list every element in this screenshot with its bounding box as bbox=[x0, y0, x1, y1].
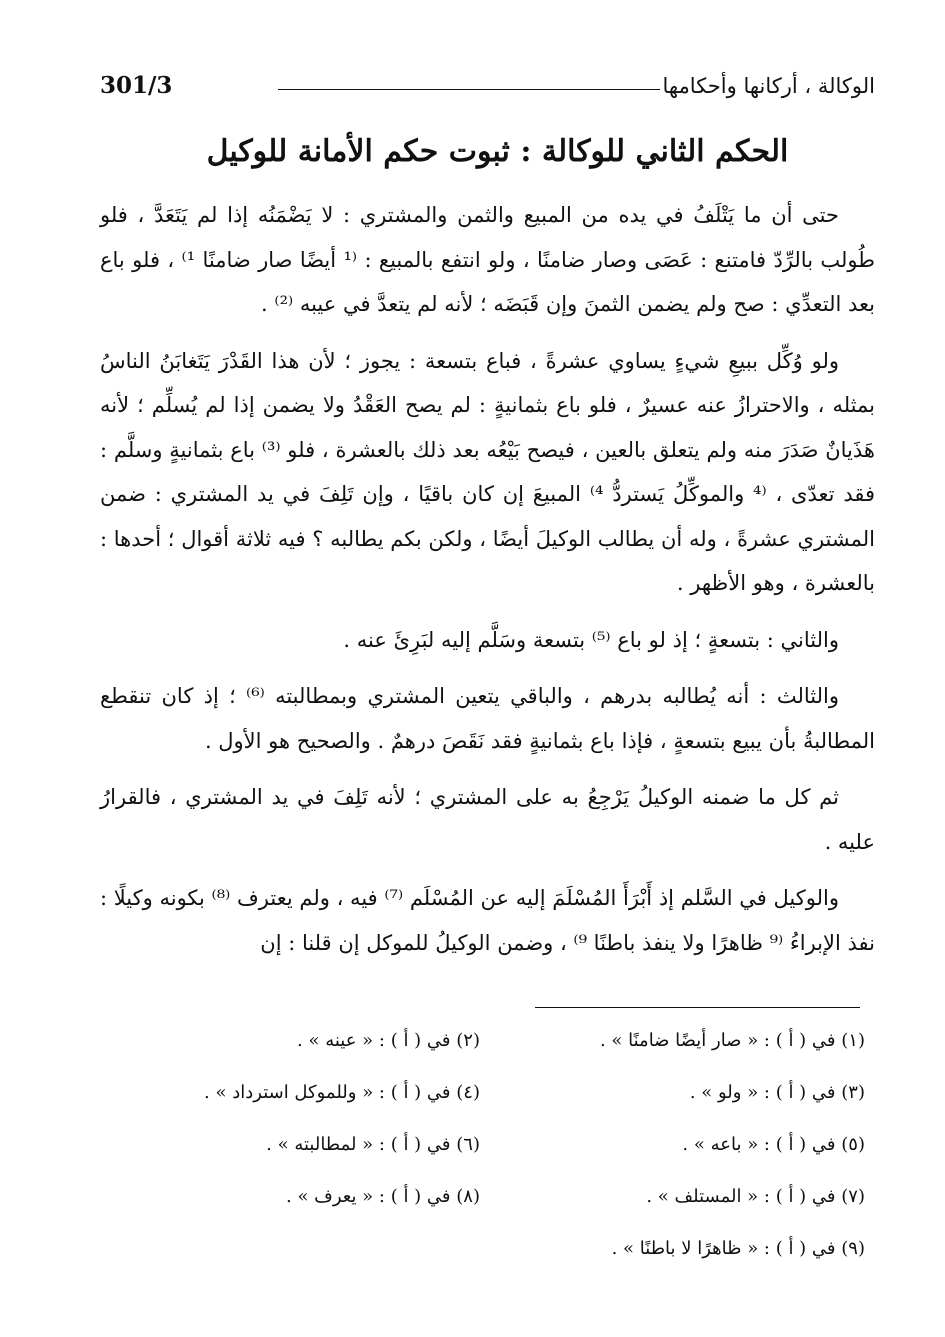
footnote-item bbox=[600, 1030, 865, 1051]
paragraph: حتى أن ما يَتْلَفُ في يده من المبيع والثمن والمشتري : لا يَضْمَنُه إذا لم يَتَعَدَّ ، فلو طُولب بالرِّدّ فامتنع : عَصَى وصار ضامنًا ، ولو انتفع بالمبيع : ⁽¹ أيضًا صار ضامنًا ¹⁾ ، فلو باع بعد التعدِّي : صح ولم يضمن الثمنَ وإن قَبَضَه ؛ لأنه لم يتعدَّ في عيبه ⁽²⁾ . bbox=[100, 203, 875, 316]
header-rule bbox=[278, 89, 660, 90]
footnote-number: (٧) bbox=[841, 1186, 865, 1207]
footnote-text: في ( أ ) : « ولو » . bbox=[689, 1082, 836, 1103]
running-header bbox=[100, 70, 875, 106]
footnote-item bbox=[286, 1186, 480, 1207]
footnote-text: في ( أ ) : « لمطالبته » . bbox=[266, 1134, 451, 1155]
page-number: 301/3 bbox=[100, 72, 173, 99]
footnote-number: (٤) bbox=[456, 1082, 480, 1103]
footnote-item bbox=[646, 1186, 865, 1207]
footnote-item bbox=[612, 1238, 865, 1259]
footnote-number: (٣) bbox=[841, 1082, 865, 1103]
footnote-item bbox=[690, 1082, 865, 1103]
footnote-item bbox=[204, 1082, 480, 1103]
footnote-rule bbox=[535, 1007, 860, 1008]
paragraph: ثم كل ما ضمنه الوكيلُ يَرْجِعُ به على المشتري ؛ لأنه تَلِفَ في يد المشتري ، فالقرارُ عليه . bbox=[100, 785, 875, 854]
footnote-text: في ( أ ) : « يعرف » . bbox=[286, 1186, 451, 1207]
footnote-row bbox=[100, 1082, 875, 1134]
footnote-row bbox=[100, 1134, 875, 1186]
paragraph: والوكيل في السَّلم إذ أَبْرَأَ المُسْلَمَ إليه عن المُسْلَم ⁽⁷⁾ فيه ، ولم يعترف ⁽⁸⁾ بكونه وكيلًا : نفذ الإبراءُ ⁽⁹ ظاهرًا ولا ينفذ باطنًا ⁹⁾ ، وضمن الوكيلُ للموكل إن قلنا : إن bbox=[100, 886, 875, 955]
paragraph: والثالث : أنه يُطالبه بدرهم ، والباقي يتعين المشتري وبمطالبته ⁽⁶⁾ ؛ إذ كان تنقطع المطالبةُ بأن يبيع بتسعةٍ ، فإذا باع بثمانيةٍ فقد نَقَصَ درهمٌ . والصحيح هو الأول . bbox=[100, 684, 875, 753]
chapter-heading: الحكم الثاني للوكالة : ثبوت حكم الأمانة للوكيل bbox=[206, 134, 789, 169]
footnote-text: في ( أ ) : « وللموكل استرداد » . bbox=[204, 1082, 451, 1103]
paragraph: ولو وُكِّل ببيعِ شيءٍ يساوي عشرةً ، فباع بتسعة : يجوز ؛ لأن هذا القَدْرَ يَتَغابَنُ الناسُ بمثله ، والاحترازُ عنه عسيرٌ ، فلو باع بثمانيةٍ : لم يصح العَقْدُ ولا يضمن إذا لم يُسلِّم ؛ لأنه هَذَيانٌ صَدَرَ منه ولم يتعلق بالعين ، فيصح بَيْعُه بعد ذلك بالعشرة ، فلو ⁽³⁾ باع بثمانيةٍ وسلَّم : فقد تعدّى ، ⁽⁴ والموكِّلُ يَستردُّ ⁴⁾ المبيعَ إن كان باقيًا ، وإن تَلِفَ في يد المشتري : ضمن المشتري عشرةً ، وله أن يطالب الوكيلَ أيضًا ، ولكن بكم يطالبه ؟ فيه ثلاثة أقوال ؛ أحدها : بالعشرة ، وهو الأظهر . bbox=[100, 348, 876, 595]
footnote-number: (٢) bbox=[456, 1030, 480, 1051]
footnote-row bbox=[100, 1186, 875, 1238]
footnote-number: (١) bbox=[841, 1030, 865, 1051]
footnotes bbox=[100, 1030, 875, 1290]
footnote-row bbox=[100, 1030, 875, 1082]
body-text bbox=[100, 193, 875, 977]
footnote-item bbox=[266, 1134, 480, 1155]
footnote-row bbox=[100, 1238, 875, 1290]
running-title: الوكالة ، أركانها وأحكامها bbox=[662, 74, 875, 98]
footnote-item bbox=[682, 1134, 865, 1155]
footnote-text: في ( أ ) : « صار أيضًا ضامنًا » . bbox=[599, 1030, 836, 1051]
footnote-text: في ( أ ) : « ظاهرًا لا باطنًا » . bbox=[611, 1238, 836, 1259]
footnote-text: في ( أ ) : « عينه » . bbox=[297, 1030, 451, 1051]
footnote-text: في ( أ ) : « باعه » . bbox=[682, 1134, 836, 1155]
footnote-item bbox=[297, 1030, 480, 1051]
footnote-number: (٥) bbox=[841, 1134, 865, 1155]
footnote-number: (٨) bbox=[456, 1186, 480, 1207]
footnote-text: في ( أ ) : « المستلف » . bbox=[646, 1186, 836, 1207]
paragraph: والثاني : بتسعةٍ ؛ إذ لو باع ⁽⁵⁾ بتسعة وسَلَّم إليه لبَرِئَ عنه . bbox=[343, 627, 839, 652]
footnote-number: (٦) bbox=[456, 1134, 480, 1155]
footnote-number: (٩) bbox=[841, 1238, 865, 1259]
